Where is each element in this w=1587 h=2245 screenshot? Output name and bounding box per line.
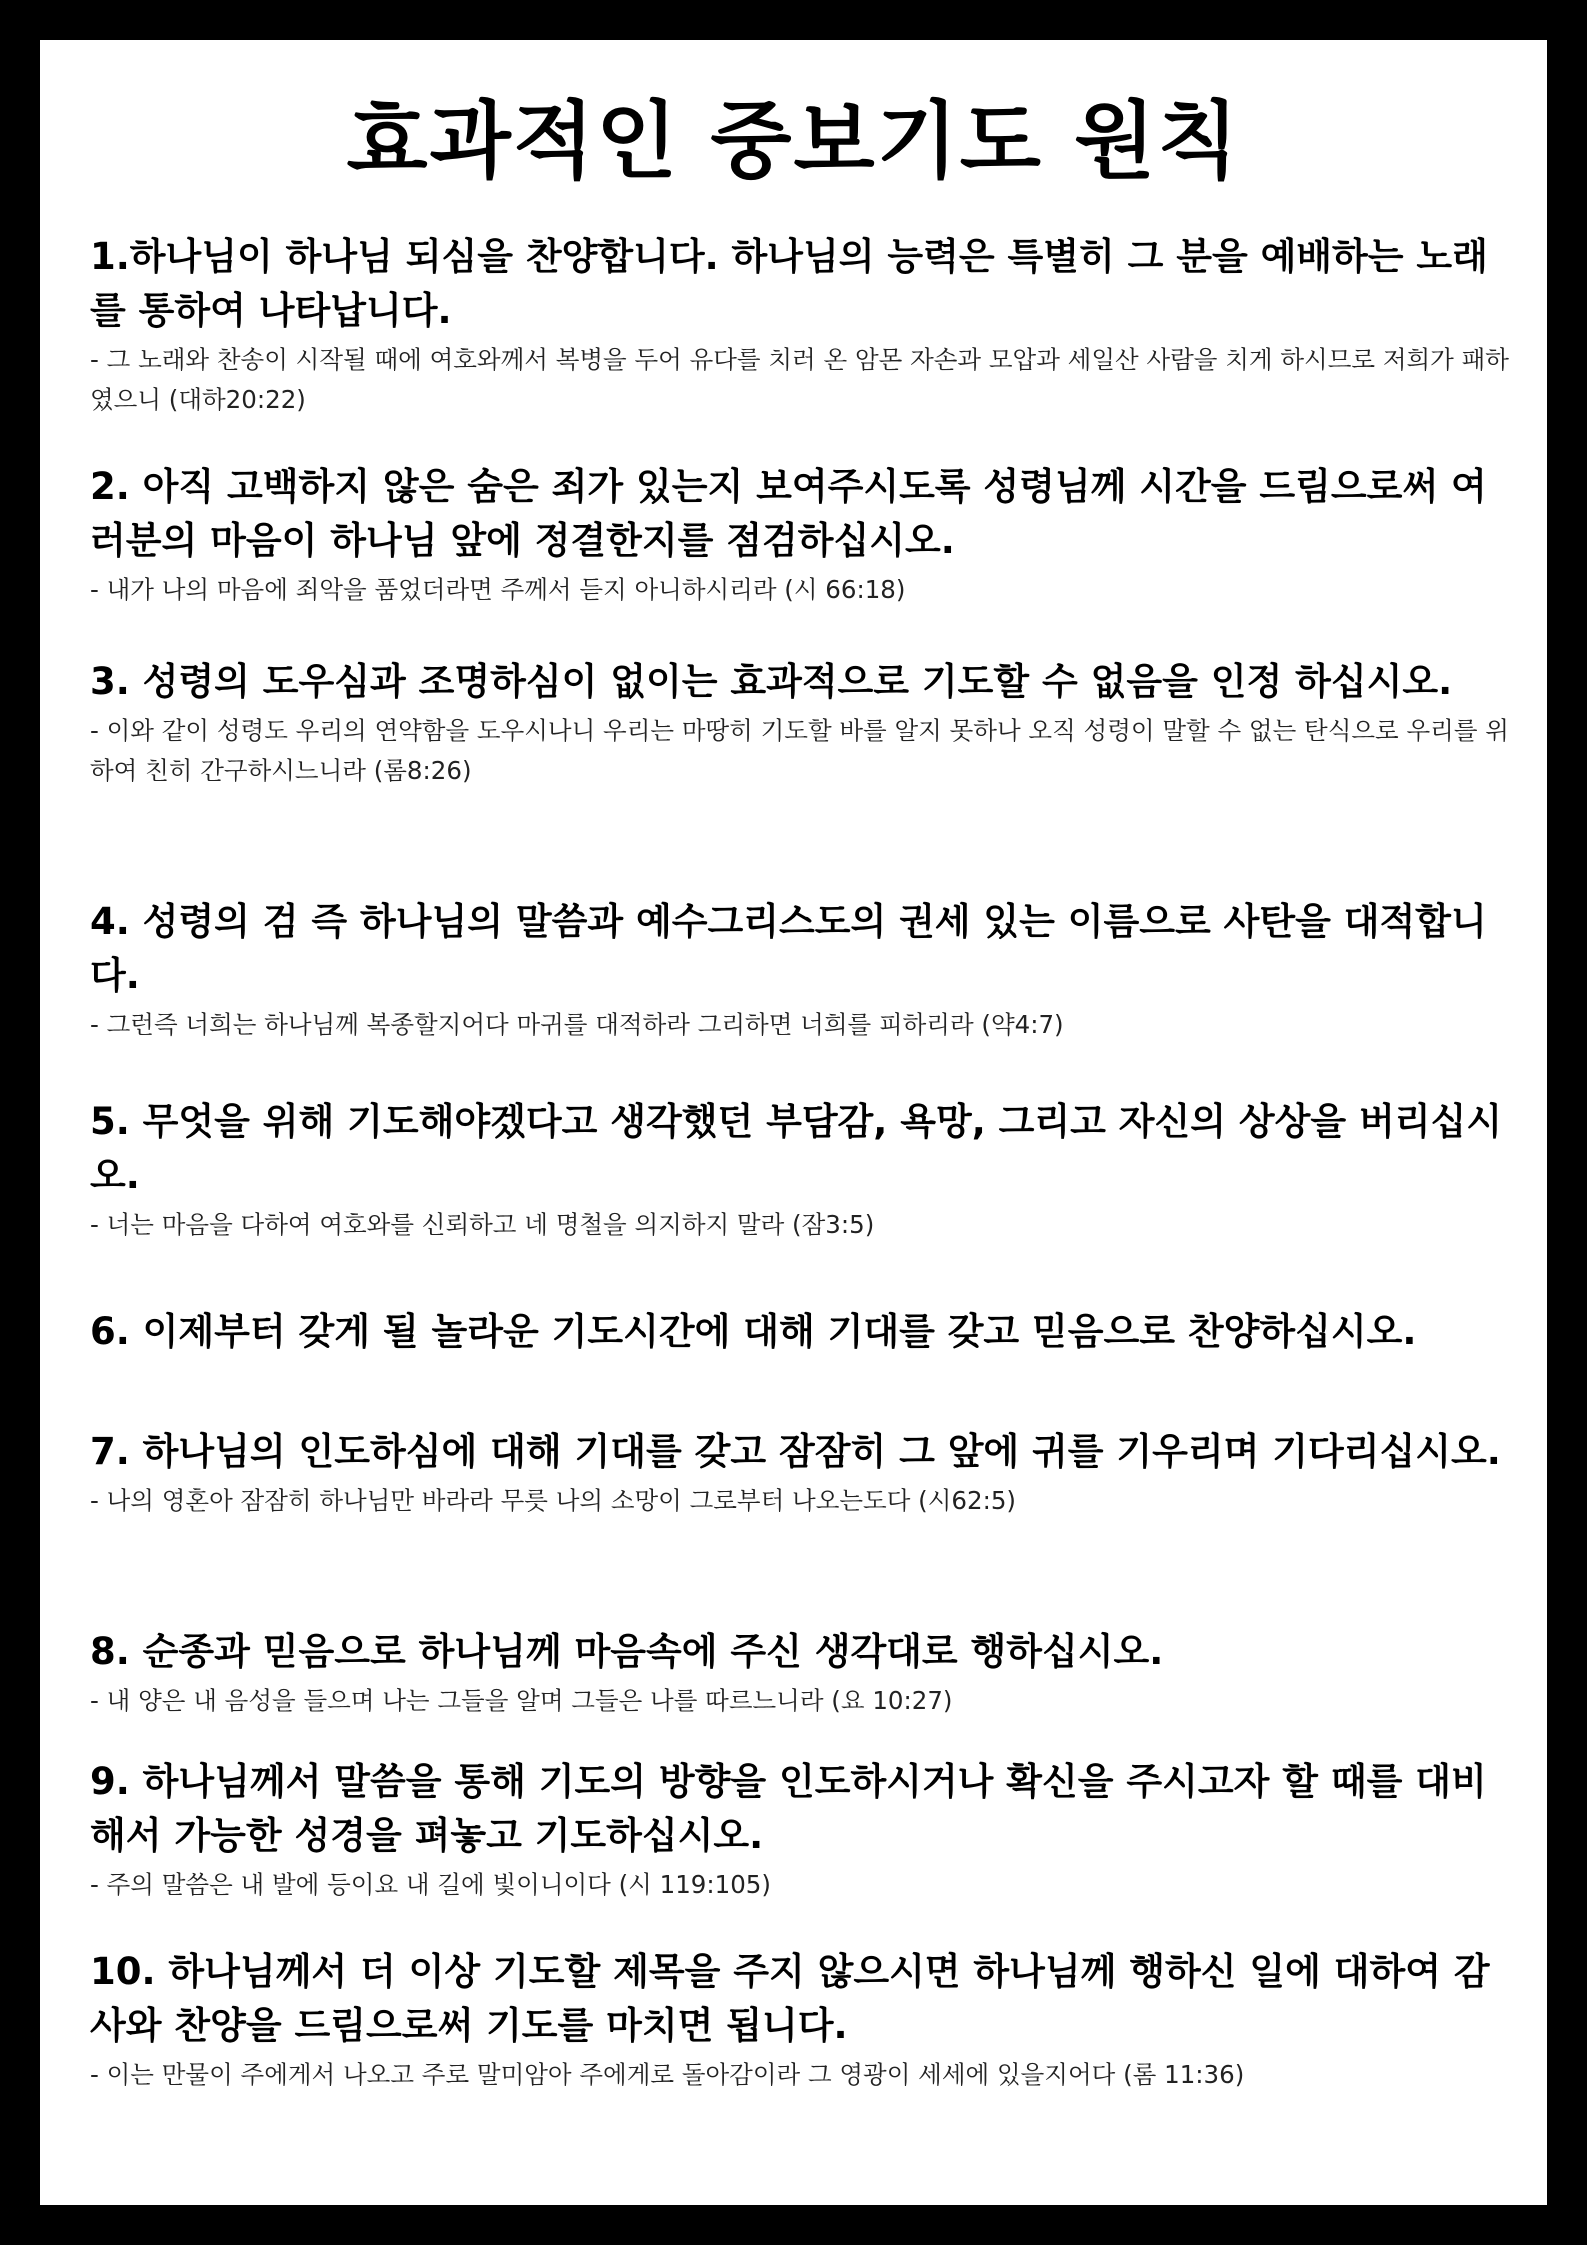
principle-3 bbox=[90, 655, 1510, 791]
principle-7 bbox=[90, 1425, 1510, 1521]
principle-9 bbox=[90, 1755, 1510, 1905]
principle-heading: 2. 아직 고백하지 않은 숨은 죄가 있는지 보여주시도록 성령님께 시간을 드림으로써 여러분의 마음이 하나님 앞에 정결한지를 점검하십시오. bbox=[90, 465, 1487, 562]
scripture-reference: - 내가 나의 마음에 죄악을 품었더라면 주께서 듣지 아니하시리라 (시 66:18) bbox=[90, 575, 906, 604]
scripture-reference: - 이와 같이 성령도 우리의 연약함을 도우시나니 우리는 마땅히 기도할 바를 알지 못하나 오직 성령이 말할 수 없는 탄식으로 우리를 위하여 친히 간구하시느니라 (롬8:26) bbox=[90, 716, 1509, 785]
principle-heading: 8. 순종과 믿음으로 하나님께 마음속에 주신 생각대로 행하십시오. bbox=[90, 1630, 1164, 1673]
principle-2 bbox=[90, 460, 1510, 610]
scripture-reference: - 이는 만물이 주에게서 나오고 주로 말미암아 주에게로 돌아감이라 그 영광이 세세에 있을지어다 (롬 11:36) bbox=[90, 2060, 1245, 2089]
principle-heading: 4. 성령의 검 즉 하나님의 말씀과 예수그리스도의 권세 있는 이름으로 사탄을 대적합니다. bbox=[90, 900, 1487, 997]
scripture-reference: - 그 노래와 찬송이 시작될 때에 여호와께서 복병을 두어 유다를 치러 온 암몬 자손과 모압과 세일산 사람을 치게 하시므로 저희가 패하였으니 (대하20:22) bbox=[90, 345, 1509, 414]
principle-heading: 3. 성령의 도우심과 조명하심이 없이는 효과적으로 기도할 수 없음을 인정 하십시오. bbox=[90, 660, 1453, 703]
scripture-reference: - 내 양은 내 음성을 들으며 나는 그들을 알며 그들은 나를 따르느니라 (요 10:27) bbox=[90, 1686, 953, 1715]
page-title: 효과적인 중보기도 원칙 bbox=[346, 92, 1241, 190]
principle-10 bbox=[90, 1945, 1510, 2095]
principle-8 bbox=[90, 1625, 1510, 1721]
document-page bbox=[40, 40, 1547, 2205]
principle-heading: 9. 하나님께서 말씀을 통해 기도의 방향을 인도하시거나 확신을 주시고자 할 때를 대비해서 가능한 성경을 펴놓고 기도하십시오. bbox=[90, 1760, 1487, 1857]
principle-5 bbox=[90, 1095, 1510, 1245]
principle-4 bbox=[90, 895, 1510, 1045]
principle-1 bbox=[90, 230, 1510, 420]
principle-heading: 10. 하나님께서 더 이상 기도할 제목을 주지 않으시면 하나님께 행하신 일에 대하여 감사와 찬양을 드림으로써 기도를 마치면 됩니다. bbox=[90, 1950, 1490, 2047]
principle-heading: 1.하나님이 하나님 되심을 찬양합니다. 하나님의 능력은 특별히 그 분을 예배하는 노래를 통하여 나타납니다. bbox=[90, 235, 1488, 332]
scripture-reference: - 그런즉 너희는 하나님께 복종할지어다 마귀를 대적하라 그리하면 너희를 피하리라 (약4:7) bbox=[90, 1010, 1064, 1039]
principle-heading: 6. 이제부터 갖게 될 놀라운 기도시간에 대해 기대를 갖고 믿음으로 찬양하십시오. bbox=[90, 1310, 1417, 1353]
principle-heading: 5. 무엇을 위해 기도해야겠다고 생각했던 부담감, 욕망, 그리고 자신의 상상을 버리십시오. bbox=[90, 1100, 1502, 1197]
scripture-reference: - 나의 영혼아 잠잠히 하나님만 바라라 무릇 나의 소망이 그로부터 나오는도다 (시62:5) bbox=[90, 1486, 1016, 1515]
principle-6 bbox=[90, 1305, 1510, 1359]
principle-heading: 7. 하나님의 인도하심에 대해 기대를 갖고 잠잠히 그 앞에 귀를 기우리며 기다리십시오. bbox=[90, 1430, 1501, 1473]
scripture-reference: - 너는 마음을 다하여 여호와를 신뢰하고 네 명철을 의지하지 말라 (잠3:5) bbox=[90, 1210, 875, 1239]
scripture-reference: - 주의 말씀은 내 발에 등이요 내 길에 빛이니이다 (시 119:105) bbox=[90, 1870, 771, 1899]
